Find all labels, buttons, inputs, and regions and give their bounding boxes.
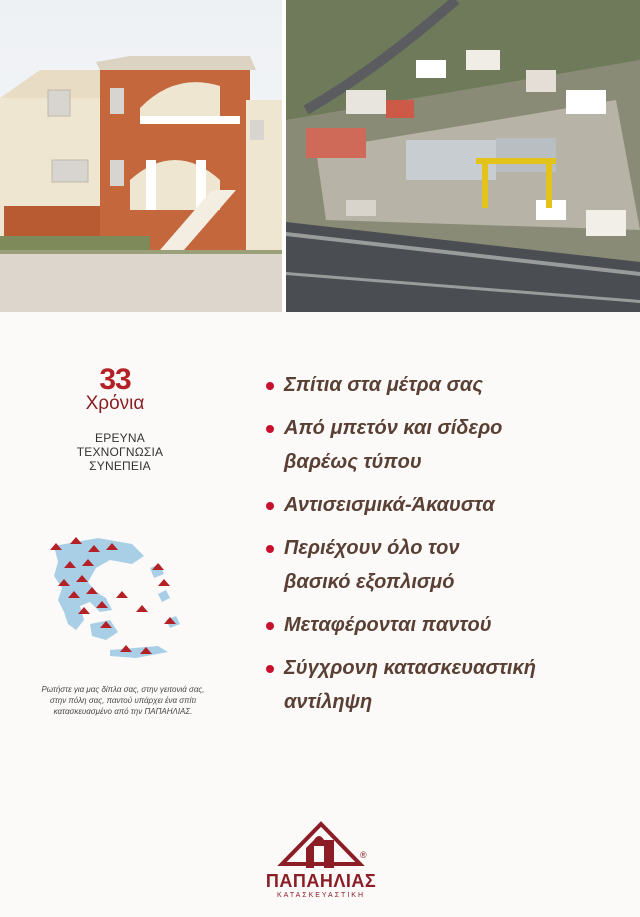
feature-text: Μεταφέρονται παντού xyxy=(284,614,492,636)
registered-mark: ® xyxy=(360,850,367,860)
bullet-icon xyxy=(266,382,274,390)
caption-line: κατασκευασμένο από την ΠΑΠΑΗΛΙΑΣ. xyxy=(53,707,193,716)
years-number: 33 xyxy=(99,363,131,396)
greece-map xyxy=(40,528,200,668)
motto-line: ΕΡΕΥΝΑ xyxy=(95,431,145,445)
feature-text: βασικό εξοπλισμό xyxy=(284,571,455,593)
house-logo-icon xyxy=(256,818,386,874)
brand-subtitle: ΚΑΤΑΣΚΕΥΑΣΤΙΚΗ xyxy=(277,892,365,899)
house-photo xyxy=(0,0,282,312)
feature-item xyxy=(264,531,634,599)
bullet-icon xyxy=(266,665,274,673)
caption-line: στην πόλη σας, παντού υπάρχει ένα σπίτι xyxy=(49,696,197,705)
feature-text: Αντισεισμικά-Άκαυστα xyxy=(284,494,495,516)
motto-line: ΣΥΝΕΠΕΙΑ xyxy=(89,459,151,473)
feature-item xyxy=(264,411,634,479)
feature-item xyxy=(264,368,634,402)
feature-item xyxy=(264,651,634,719)
feature-item xyxy=(264,488,634,522)
feature-text: αντίληψη xyxy=(284,691,373,713)
motto-line: ΤΕΧΝΟΓΝΩΣΙΑ xyxy=(76,445,164,459)
bullet-icon xyxy=(266,425,274,433)
feature-text: Σύγχρονη κατασκευαστική xyxy=(284,657,536,679)
brand-logo xyxy=(256,818,386,908)
feature-list xyxy=(264,368,634,728)
feature-item xyxy=(264,608,634,642)
bullet-icon xyxy=(266,502,274,510)
feature-text: Περιέχουν όλο τον xyxy=(284,537,460,559)
feature-text: Σπίτια στα μέτρα σας xyxy=(284,374,483,396)
bullet-icon xyxy=(266,545,274,553)
factory-aerial-photo xyxy=(286,0,640,312)
caption-line: Ρωτήστε για μας δίπλα σας, στην γειτονιά σας, xyxy=(41,685,205,694)
bullet-icon xyxy=(266,622,274,630)
feature-text: βαρέως τύπου xyxy=(284,451,422,473)
feature-text: Από μπετόν και σίδερο xyxy=(284,417,503,439)
years-badge xyxy=(0,364,230,414)
years-word: Χρόνια xyxy=(85,393,145,414)
brand-name: ΠΑΠΑΗΛΙΑΣ xyxy=(265,871,377,891)
caption xyxy=(18,684,228,717)
motto xyxy=(40,431,200,473)
